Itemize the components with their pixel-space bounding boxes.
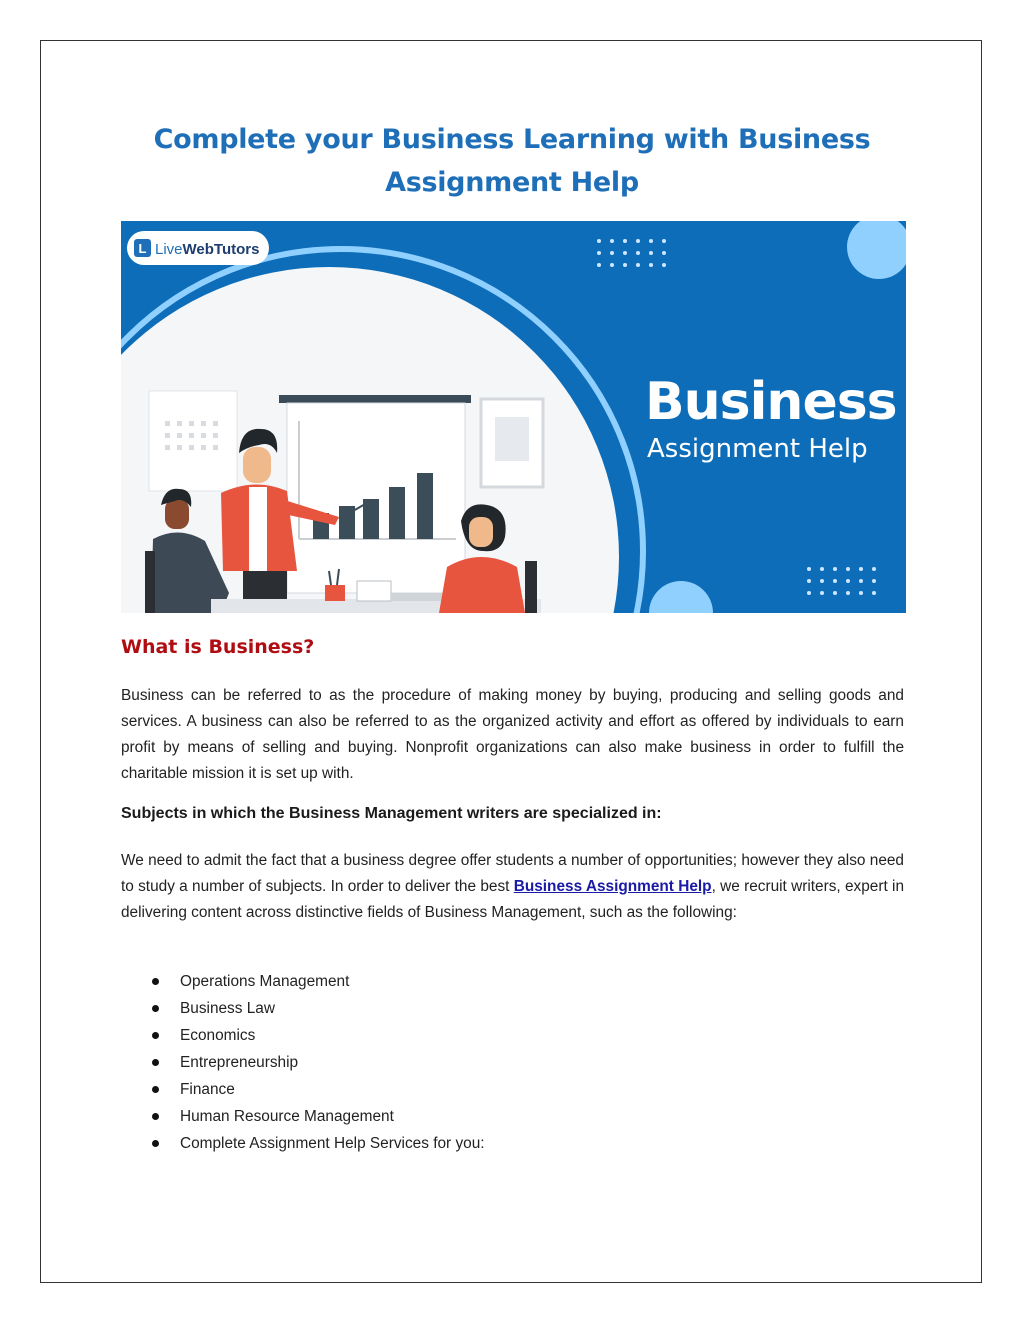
business-assignment-help-link[interactable]: Business Assignment Help [513,878,712,895]
list-item: Finance [150,1076,485,1103]
list-item: Complete Assignment Help Services for you: [150,1130,485,1157]
banner-headline: Business [645,372,897,432]
document-title: Complete your Business Learning with Business Assignment Help [153,124,871,198]
subjects-paragraph [121,848,904,926]
bullet-icon [152,1140,159,1147]
list-item: Operations Management [150,968,485,995]
banner-subheadline: Assignment Help [647,434,868,464]
bullet-icon [152,1059,159,1066]
bullet-icon [152,1032,159,1039]
logo-text: LiveWebTutors [155,241,260,258]
bullet-icon [152,1113,159,1120]
subjects-list [150,968,485,1157]
list-item: Business Law [150,995,485,1022]
list-item: Economics [150,1022,485,1049]
logo-mark: L [138,241,147,256]
what-is-business-paragraph: Business can be referred to as the procedure of making money by buying, producing and selling goods and services. A business can also be referred to as the organized activity and effort as offered by individuals to earn profit by means of selling and buying. Nonprofit organizations can also make business in order to fulfill the charitable mission it is set up with. [121,687,904,782]
bullet-icon [152,1005,159,1012]
what-is-business-heading: What is Business? [121,636,315,658]
bullet-icon [152,1086,159,1093]
bullet-icon [152,978,159,985]
subjects-paragraph-after: , we recruit writers, expert in delivering content across distinctive fields of Business Management, such as the following: [121,878,905,921]
subjects-paragraph-before: We need to admit the fact that a business degree offer students a number of opportunities; however they also need to study a number of subjects. In order to deliver the best [121,852,904,895]
business-assignment-banner [121,221,906,613]
list-item: Human Resource Management [150,1103,485,1130]
list-item: Entrepreneurship [150,1049,485,1076]
subjects-heading: Subjects in which the Business Management writers are specialized in: [121,805,662,822]
